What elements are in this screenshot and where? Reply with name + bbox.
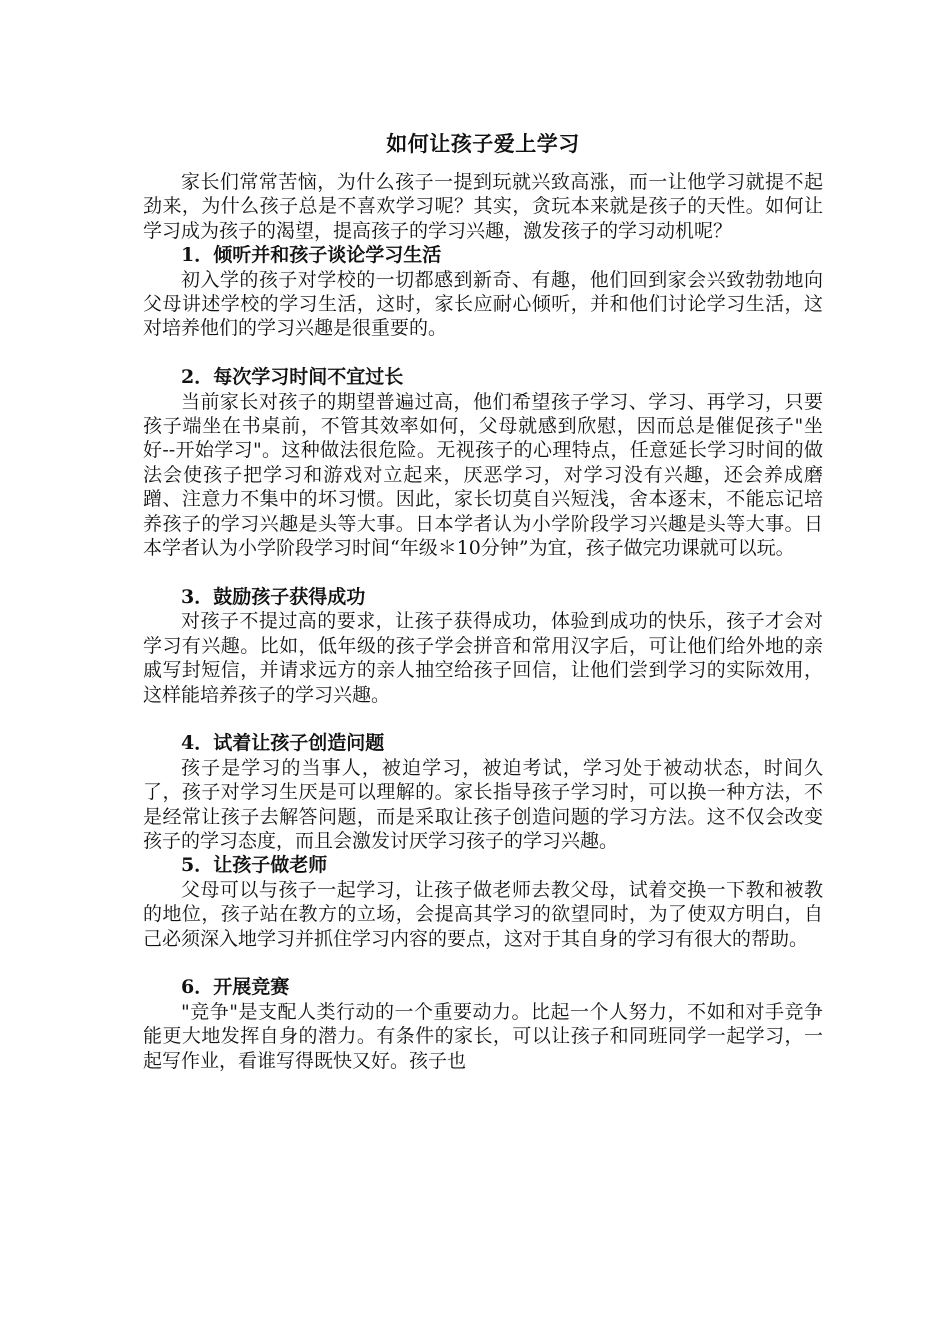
paragraph-spacer <box>143 707 823 731</box>
paragraph-spacer <box>143 341 823 365</box>
section-body-3: 对孩子不提过高的要求，让孩子获得成功，体验到成功的快乐，孩子才会对学习有兴趣。比如，低年级的孩子学会拼音和常用汉字后，可让他们给外地的亲戚写封短信，并请求远方的亲人抽空给孩子回信，让他们尝到学习的实际效用，这样能培养孩子的学习兴趣。 <box>143 610 823 706</box>
section-body-1: 初入学的孩子对学校的一切都感到新奇、有趣，他们回到家会兴致勃勃地向父母讲述学校的学习生活，这时，家长应耐心倾听，并和他们讨论学习生活，这对培养他们的学习兴趣是很重要的。 <box>143 268 823 340</box>
section-body-4: 孩子是学习的当事人，被迫学习，被迫考试，学习处于被动状态，时间久了，孩子对学习生厌是可以理解的。家长指导孩子学习时，可以换一种方法，不是经常让孩子去解答问题，而是采取让孩子创造问题的学习方法。这不仅会改变孩子的学习态度，而且会激发讨厌学习孩子的学习兴趣。 <box>143 756 823 852</box>
section-heading-6: 6．开展竞赛 <box>181 976 290 999</box>
section-body-6: "竞争"是支配人类行动的一个重要动力。比起一个人努力，不如和对手竞争能更大地发挥自身的潜力。有条件的家长，可以让孩子和同班同学一起学习，一起写作业，看谁写得既快又好。孩子也 <box>143 1000 823 1072</box>
document-page <box>143 130 823 1073</box>
section-heading-2: 2．每次学习时间不宜过长 <box>181 366 404 389</box>
document-title: 如何让孩子爱上学习 <box>386 131 580 156</box>
section-heading-1: 1．倾听并和孩子谈论学习生活 <box>181 244 442 267</box>
section-heading-3: 3．鼓励孩子获得成功 <box>181 585 366 608</box>
paragraph-spacer <box>143 951 823 975</box>
section-heading-5: 5．让孩子做老师 <box>181 854 328 877</box>
section-body-2: 当前家长对孩子的期望普遍过高，他们希望孩子学习、学习、再学习，只要孩子端坐在书桌前，不管其效率如何，父母就感到欣慰，因而总是催促孩子"坐好--开始学习"。这种做法很危险。无视孩子的心理特点，任意延长学习时间的做法会使孩子把学习和游戏对立起来，厌恶学习，对学习没有兴趣，还会养成磨蹭、注意力不集中的坏习惯。因此，家长切莫自兴短浅，舍本逐末，不能忘记培养孩子的学习兴趣是头等大事。日本学者认为小学阶段学习兴趣是头等大事。日本学者认为小学阶段学习时间“年级＊10分钟”为宜，孩子做完功课就可以玩。 <box>143 390 823 560</box>
intro-paragraph: 家长们常常苦恼，为什么孩子一提到玩就兴致高涨，而一让他学习就提不起劲来，为什么孩子总是不喜欢学习呢？其实，贪玩本来就是孩子的天性。如何让学习成为孩子的渴望，提高孩子的学习兴趣，激发孩子的学习动机呢？ <box>143 171 823 242</box>
section-heading-4: 4．试着让孩子创造问题 <box>181 732 385 755</box>
section-body-5: 父母可以与孩子一起学习，让孩子做老师去教父母，试着交换一下教和被教的地位，孩子站在教方的立场，会提高其学习的欲望同时，为了使双方明白，自己必须深入地学习并抓住学习内容的要点，这对于其自身的学习有很大的帮助。 <box>143 878 823 950</box>
paragraph-spacer <box>143 560 823 584</box>
